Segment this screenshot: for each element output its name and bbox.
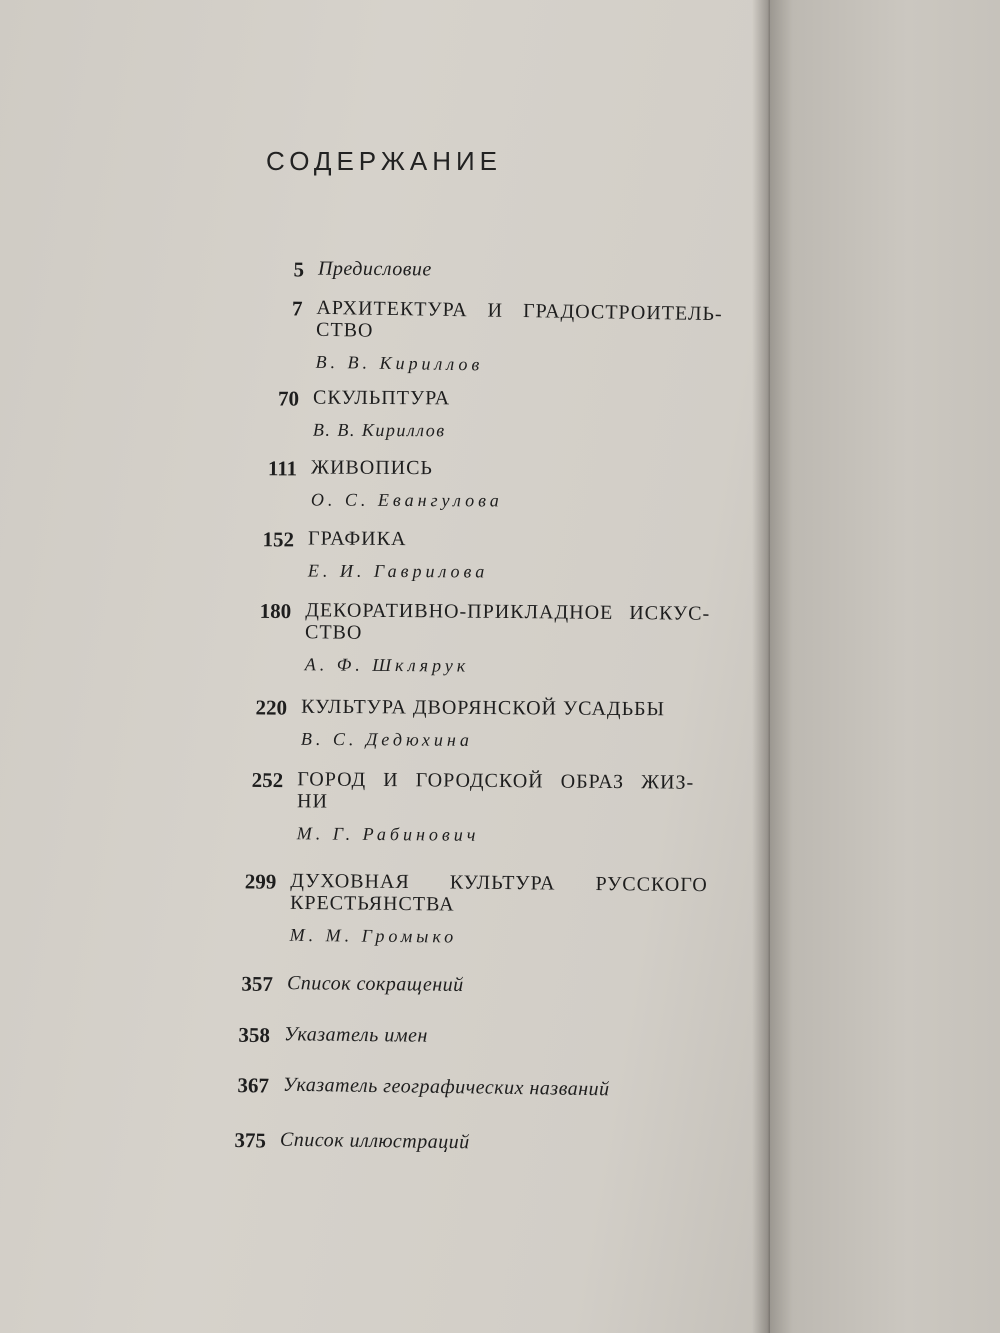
entry-heading: ДЕКОРАТИВНО-ПРИКЛАДНОЕ ИСКУС- <box>305 599 711 625</box>
entry-page-number: 367 <box>237 1073 270 1098</box>
entry-heading-continuation: НИ <box>296 790 329 813</box>
entry-heading: Предисловие <box>317 257 432 281</box>
entry-page-number: 180 <box>259 598 292 624</box>
entry-page-number: 7 <box>291 296 303 321</box>
toc-entry <box>237 1073 610 1101</box>
toc-entry <box>251 767 695 847</box>
toc-entry <box>293 257 432 282</box>
entry-heading: ЖИВОПИСЬ <box>311 456 434 480</box>
entry-heading: Указатель имен <box>283 1023 428 1047</box>
entry-page-number: 252 <box>251 767 284 793</box>
entry-page-number: 152 <box>262 527 295 552</box>
entry-heading: Указатель географических названий <box>282 1073 610 1101</box>
toc-entry <box>259 598 711 679</box>
entry-author: М. М. Громыко <box>289 924 458 947</box>
toc-entry <box>244 869 708 950</box>
entry-heading: КУЛЬТУРА ДВОРЯНСКОЙ УСАДЬБЫ <box>301 695 666 721</box>
entry-page-number: 357 <box>241 971 274 996</box>
entry-heading: Список сокращений <box>286 972 464 996</box>
entry-page-number: 299 <box>244 869 277 894</box>
entry-author: О. С. Евангулова <box>310 489 503 511</box>
toc-entry <box>234 1128 470 1154</box>
toc-entry <box>238 1022 428 1048</box>
toc-entry <box>255 695 666 753</box>
entry-heading: ГРАФИКА <box>308 527 407 551</box>
toc-entry <box>262 527 489 583</box>
entry-heading-continuation: СТВО <box>315 318 374 342</box>
right-page <box>770 0 1000 1333</box>
entry-author: М. Г. Рабинович <box>296 823 480 845</box>
toc-entry <box>267 456 503 511</box>
toc-entry <box>278 386 451 442</box>
entry-page-number: 358 <box>238 1022 271 1048</box>
entry-heading: ГОРОД И ГОРОДСКОЙ ОБРАЗ ЖИЗ- <box>297 768 695 794</box>
entry-heading: СКУЛЬПТУРА <box>313 386 451 410</box>
entry-author: В. В. Кириллов <box>312 419 446 441</box>
entry-heading-continuation: СТВО <box>304 621 363 644</box>
entry-page-number: 70 <box>278 386 300 411</box>
entry-author: В. С. Дедюхина <box>300 728 473 750</box>
toc-entry <box>291 296 723 379</box>
entry-author: Е. И. Гаврилова <box>307 560 489 582</box>
entry-page-number: 5 <box>293 257 305 282</box>
entry-heading-continuation: КРЕСТЬЯНСТВА <box>289 891 455 916</box>
entry-page-number: 111 <box>267 456 298 481</box>
entry-heading: ДУХОВНАЯ КУЛЬТУРА РУССКОГО <box>290 869 708 897</box>
entry-page-number: 220 <box>255 695 288 720</box>
entry-heading: АРХИТЕКТУРА И ГРАДОСТРОИТЕЛЬ- <box>316 296 723 326</box>
toc-entry <box>241 971 464 996</box>
entry-heading: Список иллюстраций <box>279 1128 470 1154</box>
entry-page-number: 375 <box>234 1128 267 1153</box>
page-title: СОДЕРЖАНИЕ <box>266 146 503 176</box>
entry-author: А. Ф. Шклярук <box>304 654 470 676</box>
entry-author: В. В. Кириллов <box>315 351 484 375</box>
